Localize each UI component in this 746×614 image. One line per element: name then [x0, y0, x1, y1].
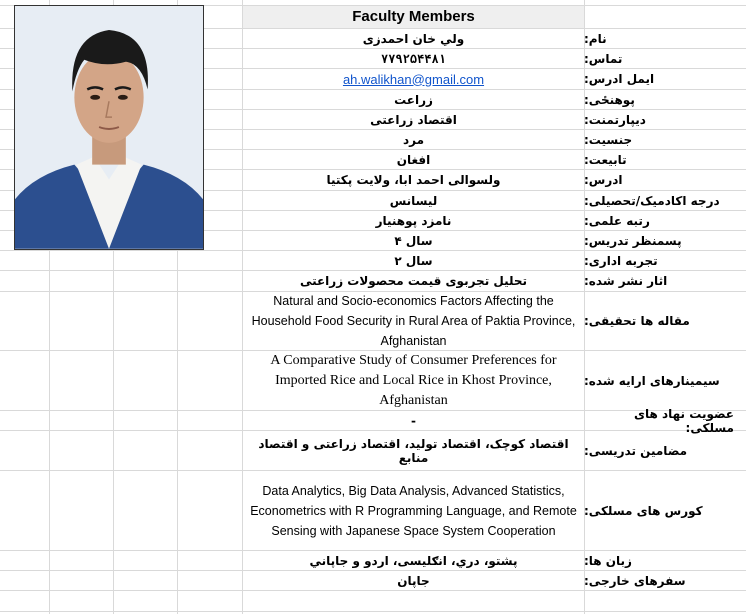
- faculty-value[interactable]: زراعت: [394, 92, 433, 107]
- row-teaching-subjects: [243, 431, 746, 470]
- row-professional-courses: [243, 471, 746, 550]
- nationality-value[interactable]: افغان: [396, 152, 431, 167]
- sheet-title: Faculty Members: [352, 8, 475, 25]
- contact-label[interactable]: تماس:: [584, 51, 623, 66]
- department-value[interactable]: اقتصاد زراعتی: [370, 112, 457, 127]
- languages-label[interactable]: زبان ها:: [584, 553, 632, 568]
- row-languages: [243, 551, 746, 570]
- academic-degree-value[interactable]: لیسانس: [389, 193, 438, 208]
- profile-photo: [14, 5, 204, 250]
- faculty-label[interactable]: پوهنځی:: [584, 92, 635, 107]
- research-papers-label[interactable]: مقاله ها تحقیقی:: [584, 314, 690, 328]
- admin-experience-value[interactable]: ۲ سال: [394, 253, 433, 268]
- languages-value[interactable]: پشتو، دري، انګلیسی، اردو و جاپاني: [309, 553, 518, 568]
- row-admin-experience: [243, 251, 746, 270]
- address-label[interactable]: ادرس:: [584, 173, 623, 187]
- person-photo-icon: [15, 6, 203, 249]
- row-academic-degree: [243, 191, 746, 210]
- gender-value[interactable]: مرد: [402, 132, 425, 147]
- row-gender: [243, 130, 746, 149]
- row-seminars: [243, 351, 746, 410]
- nationality-label[interactable]: تابیعت:: [584, 152, 627, 167]
- department-label[interactable]: دیپارتمنت:: [584, 112, 646, 127]
- foreign-travel-value[interactable]: جاپان: [397, 573, 430, 588]
- academic-rank-value[interactable]: نامزد پوهنیار: [375, 213, 452, 228]
- contact-value[interactable]: ۷۷۹۲۵۴۴۸۱: [380, 51, 447, 66]
- row-academic-rank: [243, 211, 746, 230]
- address-value[interactable]: ولسوالی احمد ابا، ولایت پکتیا: [326, 173, 501, 187]
- professional-courses-label[interactable]: کورس های مسلکی:: [584, 503, 703, 518]
- name-value[interactable]: ولي خان احمدزی: [362, 31, 465, 46]
- publications-label[interactable]: اثار نشر شده:: [584, 274, 668, 288]
- memberships-label[interactable]: عضویت نهاد های مسلکی:: [633, 406, 734, 435]
- admin-experience-label[interactable]: تجربه اداری:: [584, 253, 658, 268]
- research-papers-value[interactable]: Natural and Socio-economics Factors Affecting the Household Food Security in Rural Area of Paktia Province, Afghanistan: [251, 294, 576, 348]
- row-name: [243, 29, 746, 48]
- gender-label[interactable]: جنسیت:: [584, 132, 633, 147]
- row-contact: [243, 49, 746, 68]
- row-email: [243, 69, 746, 89]
- seminars-label[interactable]: سیمینارهای ارایه شده:: [584, 373, 720, 388]
- teaching-subjects-value[interactable]: اقتصاد کوچک، اقتصاد تولید، اقتصاد زراعتی و اقتصاد منابع: [258, 436, 569, 465]
- row-research-papers: [243, 292, 746, 350]
- teaching-background-value[interactable]: ۴ سال: [394, 233, 433, 248]
- seminars-value[interactable]: A Comparative Study of Consumer Preferences for Imported Rice and Local Rice in Khost Province, Afghanistan: [270, 352, 557, 408]
- name-label[interactable]: نام:: [584, 31, 607, 46]
- row-nationality: [243, 150, 746, 169]
- publications-value[interactable]: تحلیل تجربوی قیمت محصولات زراعتی: [299, 274, 528, 288]
- teaching-background-label[interactable]: پسمنظر تدریس:: [584, 233, 682, 248]
- teaching-subjects-label[interactable]: مضامین تدریسی:: [584, 443, 688, 458]
- row-foreign-travel: [243, 571, 746, 590]
- academic-rank-label[interactable]: رتبه علمی:: [584, 213, 650, 228]
- row-faculty: [243, 90, 746, 109]
- row-memberships: [243, 406, 746, 435]
- row-publications: [243, 271, 746, 291]
- email-label[interactable]: ایمل ادرس:: [584, 72, 655, 86]
- foreign-travel-label[interactable]: سفرهای خارجی:: [584, 573, 686, 588]
- row-teaching-background: [243, 231, 746, 250]
- professional-courses-value[interactable]: Data Analytics, Big Data Analysis, Advanced Statistics, Econometrics with R Programming Language, and Remote Sensing with Japanese Space System Cooperation: [250, 483, 577, 538]
- academic-degree-label[interactable]: درجه اکادمیک/تحصیلی:: [584, 193, 720, 208]
- memberships-value[interactable]: -: [411, 413, 416, 428]
- row-department: [243, 110, 746, 129]
- email-link[interactable]: ah.walikhan@gmail.com: [342, 71, 485, 87]
- row-address: [243, 170, 746, 190]
